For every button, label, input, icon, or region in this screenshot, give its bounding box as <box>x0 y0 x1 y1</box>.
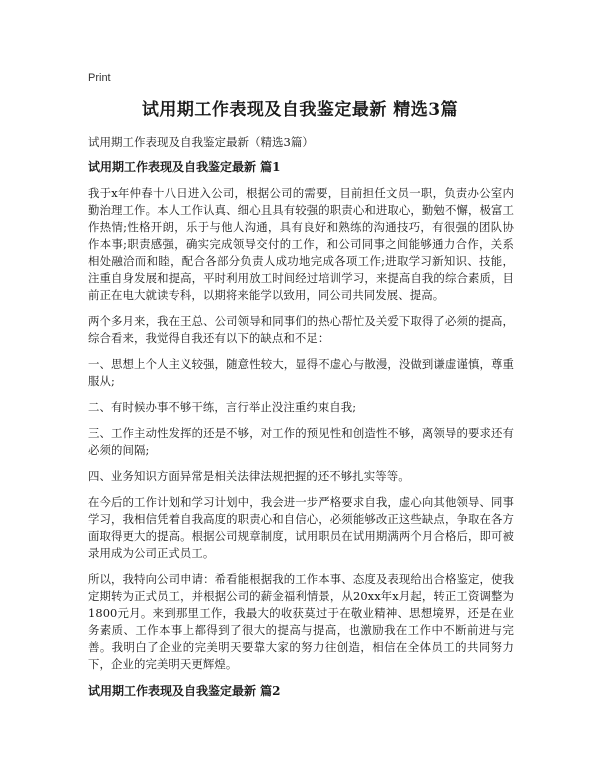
page-subtitle: 试用期工作表现及自我鉴定最新（精选3篇） <box>88 135 314 149</box>
section-heading-1: 试用期工作表现及自我鉴定最新 篇1 <box>88 160 281 174</box>
document-body <box>88 158 514 709</box>
print-label[interactable]: Print <box>88 72 111 84</box>
page-title: 试用期工作表现及自我鉴定最新 精选3篇 <box>141 100 459 120</box>
paragraph: 在今后的工作计划和学习计划中，我会进一步严格要求自我，虚心向其他领导、同事学习，我相信凭着自我高度的职责心和自信心，必须能够改正这些缺点，争取在各方面取得更大的提高。根据公司规章制度，试用职员在试用期满两个月合格后，即可被录用成为公司正式员工。 <box>88 495 514 560</box>
paragraph: 一、思想上个人主义较强，随意性较大，显得不虚心与散漫，没做到谦虚谨慎，尊重服从; <box>88 357 514 388</box>
paragraph: 两个多月来，我在王总、公司领导和同事们的热心帮忙及关爱下取得了必须的提高，综合看来，我觉得自我还有以下的缺点和不足： <box>88 314 514 345</box>
paragraph: 我于x年仲春十八日进入公司，根据公司的需要，目前担任文员一职，负责办公室内勤治理工作。本人工作认真、细心且具有较强的职责心和进取心，勤勉不懈，极富工作热情;性格开朗，乐于与他人沟通，具有良好和熟练的沟通技巧，有很强的团队协作本事;职责感强，确实完成领导交付的工作，和公司同事之间能够通力合作，关系相处融洽而和睦，配合各部分负责人成功地完成各项工作;进取学习新知识、技能，注重自身发展和提高，平时利用放工时间经过培训学习，来提高自我的综合素质，目前正在电大就读专科，以期将来能学以致用，同公司共同发展、提高。 <box>88 186 514 302</box>
section-heading-2: 试用期工作表现及自我鉴定最新 篇2 <box>88 684 281 698</box>
paragraph: 二、有时候办事不够干练，言行举止没注重约束自我; <box>88 400 357 414</box>
paragraph: 四、业务知识方面异常是相关法律法规把握的还不够扎实等等。 <box>88 469 410 483</box>
paragraph: 所以，我特向公司申请：希看能根据我的工作本事、态度及表现给出合格鉴定，使我定期转为正式员工，并根据公司的薪金福利情景，从20xx年x月起，转正工资调整为1800元月。来到那里工作，我最大的收获莫过于在敬业精神、思想境界，还是在业务素质、工作本事上都得到了很大的提高与提高，也激励我在工作中不断前进与完善。我明白了企业的完美明天要靠大家的努力往创造，相信在全体员工的共同努力下，企业的完美明天更辉煌。 <box>88 572 514 671</box>
paragraph: 三、工作主动性发挥的还是不够，对工作的预见性和创造性不够，离领导的要求还有必须的间隔; <box>88 426 514 457</box>
